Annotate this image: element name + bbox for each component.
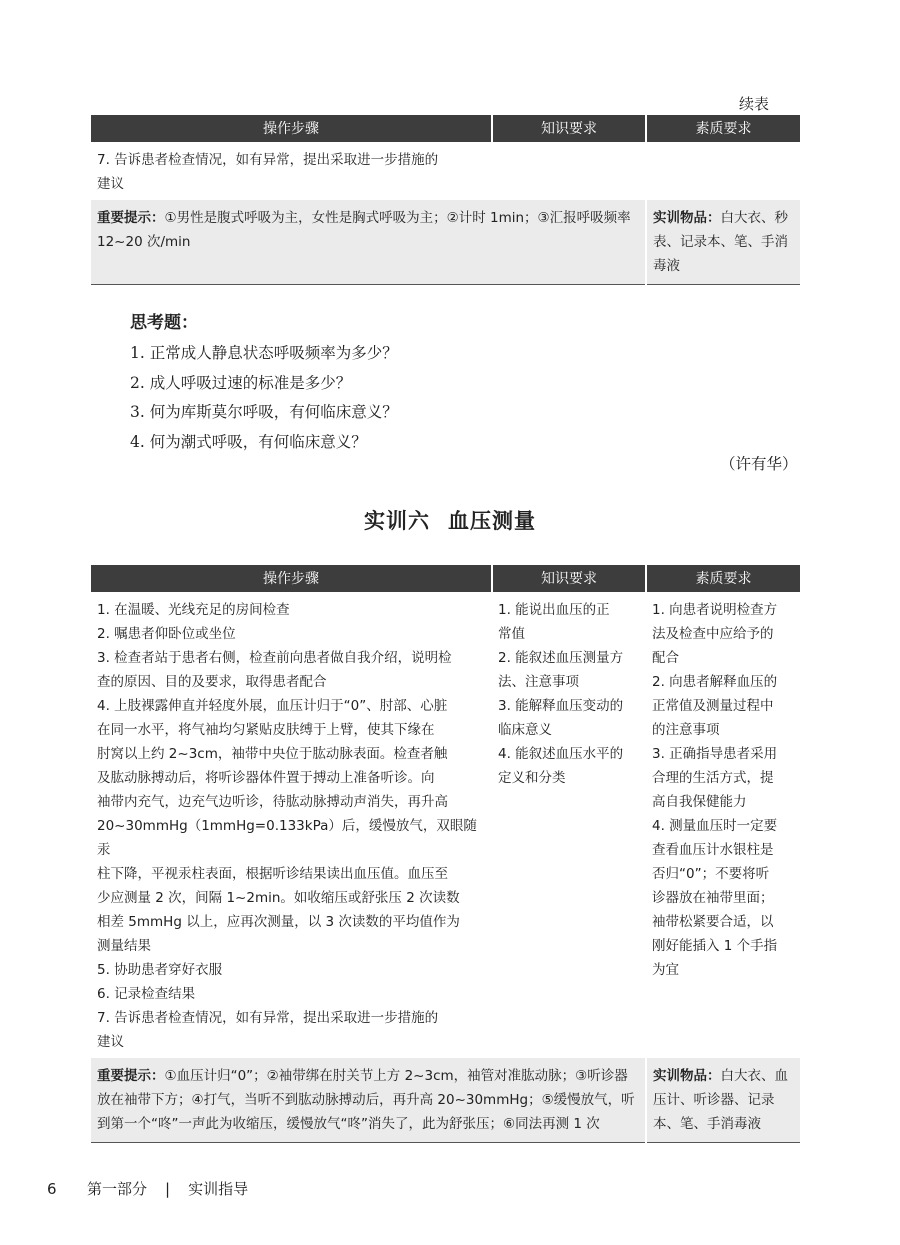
quality-line: 1. 向患者说明检查方 (652, 602, 778, 618)
knowledge-line: 法、注意事项 (498, 674, 579, 690)
supplies-text: 白大衣、秒表、记录本、笔、手消毒液 (653, 210, 788, 274)
questions-list (130, 339, 398, 457)
step-line: 相差 5mmHg 以上，应再次测量，以 3 次读数的平均值作为 (97, 914, 460, 930)
step-line: 7. 告诉患者检查情况，如有异常，提出采取进一步措施的 (97, 1010, 439, 1026)
step-line: 测量结果 (97, 938, 151, 954)
step-line: 3. 检查者站于患者右侧，检查前向患者做自我介绍，说明检 (97, 650, 452, 666)
footer-part: 第一部分 (87, 1180, 148, 1198)
knowledge-line: 定义和分类 (498, 770, 566, 786)
questions-title: 思考题： (130, 313, 198, 333)
section-title: 血压测量 (448, 509, 536, 533)
page-footer (47, 1178, 248, 1199)
knowledge-line: 2. 能叙述血压测量方 (498, 650, 624, 666)
note-label: 重要提示： (97, 1068, 165, 1084)
quality-line: 4. 测量血压时一定要 (652, 818, 778, 834)
step-line: 4. 上肢裸露伸直并轻度外展，血压计归于“0”、肘部、心脏 (97, 698, 448, 714)
step-line: 袖带内充气，边充气边听诊，待肱动脉搏动声消失，再升高 (97, 794, 448, 810)
step-line: 肘窝以上约 2~3cm，袖带中央位于肱动脉表面。检查者触 (97, 746, 448, 762)
step-line: 查的原因、目的及要求，取得患者配合 (97, 674, 327, 690)
quality-cell (646, 142, 800, 200)
step-line: 及肱动脉搏动后，将听诊器体件置于搏动上准备听诊。向 (97, 770, 435, 786)
step-line: 少应测量 2 次，间隔 1~2min。如收缩压或舒张压 2 次读数 (97, 890, 460, 906)
step-line: 2. 嘱患者仰卧位或坐位 (97, 626, 236, 642)
step-line: 在同一水平，将气袖均匀紧贴皮肤缚于上臂，使其下缘在 (97, 722, 435, 738)
column-header-knowledge: 知识要求 (492, 565, 646, 592)
quality-cell (646, 592, 800, 1058)
quality-line: 2. 向患者解释血压的 (652, 674, 778, 690)
column-header-quality: 素质要求 (646, 115, 800, 142)
knowledge-cell (492, 142, 646, 200)
quality-line: 3. 正确指导患者采用 (652, 746, 778, 762)
step-line: 7. 告诉患者检查情况，如有异常，提出采取进一步措施的 (97, 152, 439, 168)
step-line: 建议 (97, 176, 124, 192)
quality-line: 查看血压计水银柱是 (652, 842, 774, 858)
quality-line: 高自我保健能力 (652, 794, 747, 810)
knowledge-line: 3. 能解释血压变动的 (498, 698, 624, 714)
knowledge-line: 常值 (498, 626, 525, 642)
important-note-cell (91, 200, 646, 285)
quality-line: 的注意事项 (652, 722, 720, 738)
question-item: 1. 正常成人静息状态呼吸频率为多少？ (130, 344, 398, 362)
question-item: 3. 何为库斯莫尔呼吸，有何临床意义？ (130, 403, 398, 421)
steps-cell (91, 592, 492, 1058)
knowledge-line: 4. 能叙述血压水平的 (498, 746, 624, 762)
step-line: 建议 (97, 1034, 124, 1050)
supplies-cell (646, 200, 800, 285)
column-header-steps: 操作步骤 (91, 565, 492, 592)
quality-line: 否归“0”；不要将听 (652, 866, 770, 882)
quality-line: 为宜 (652, 962, 679, 978)
column-header-quality: 素质要求 (646, 565, 800, 592)
thinking-questions (130, 308, 398, 457)
section-heading (0, 505, 900, 535)
quality-line: 合理的生活方式，提 (652, 770, 774, 786)
continued-table-label: 续表 (739, 95, 770, 113)
section-number: 实训六 (364, 509, 430, 533)
column-header-knowledge: 知识要求 (492, 115, 646, 142)
supplies-label: 实训物品： (653, 1068, 721, 1084)
blood-pressure-table (91, 565, 800, 1143)
quality-line: 袖带松紧要合适，以 (652, 914, 774, 930)
author-credit: （许有华） (720, 455, 798, 473)
important-note-cell (91, 1058, 646, 1143)
question-item: 4. 何为潮式呼吸，有何临床意义？ (130, 432, 367, 451)
quality-line: 配合 (652, 650, 679, 666)
supplies-label: 实训物品： (653, 210, 721, 226)
quality-line: 刚好能插入 1 个手指 (652, 938, 778, 954)
quality-line: 法及检查中应给予的 (652, 626, 774, 642)
supplies-cell (646, 1058, 800, 1143)
step-line: 5. 协助患者穿好衣服 (97, 962, 223, 978)
step-line: 20~30mmHg（1mmHg=0.133kPa）后，缓慢放气，双眼随汞 (97, 818, 477, 858)
note-label: 重要提示： (97, 210, 165, 226)
page-number: 6 (47, 1180, 57, 1198)
breathing-check-table (91, 115, 800, 285)
footer-chapter: 实训指导 (188, 1180, 249, 1198)
step-line: 1. 在温暖、光线充足的房间检查 (97, 602, 290, 618)
quality-line: 正常值及测量过程中 (652, 698, 774, 714)
supplies-text: 白大衣、血压计、听诊器、记录本、笔、手消毒液 (653, 1068, 788, 1132)
footer-separator: | (165, 1180, 171, 1198)
question-item: 2. 成人呼吸过速的标准是多少？ (130, 373, 352, 392)
quality-line: 诊器放在袖带里面； (652, 890, 774, 906)
knowledge-cell (492, 592, 646, 1058)
step-line: 6. 记录检查结果 (97, 986, 196, 1002)
knowledge-line: 1. 能说出血压的正 (498, 602, 610, 618)
knowledge-line: 临床意义 (498, 722, 552, 738)
steps-cell (91, 142, 492, 200)
note-text: ①男性是腹式呼吸为主，女性是胸式呼吸为主；②计时 1min；③汇报呼吸频率 12~20 次/min (97, 210, 631, 250)
column-header-steps: 操作步骤 (91, 115, 492, 142)
step-line: 柱下降，平视汞柱表面，根据听诊结果读出血压值。血压至 (97, 866, 448, 882)
note-text: ①血压计归“0”；②袖带绑在肘关节上方 2~3cm，袖管对准肱动脉；③听诊器放在袖带下方；④打气，当听不到肱动脉搏动后，再升高 20~30mmHg；⑤缓慢放气，听到第一个“咚”一声此为收缩压，缓慢放气“咚”消失了，此为舒张压；⑥同法再测 1 次 (97, 1068, 635, 1132)
